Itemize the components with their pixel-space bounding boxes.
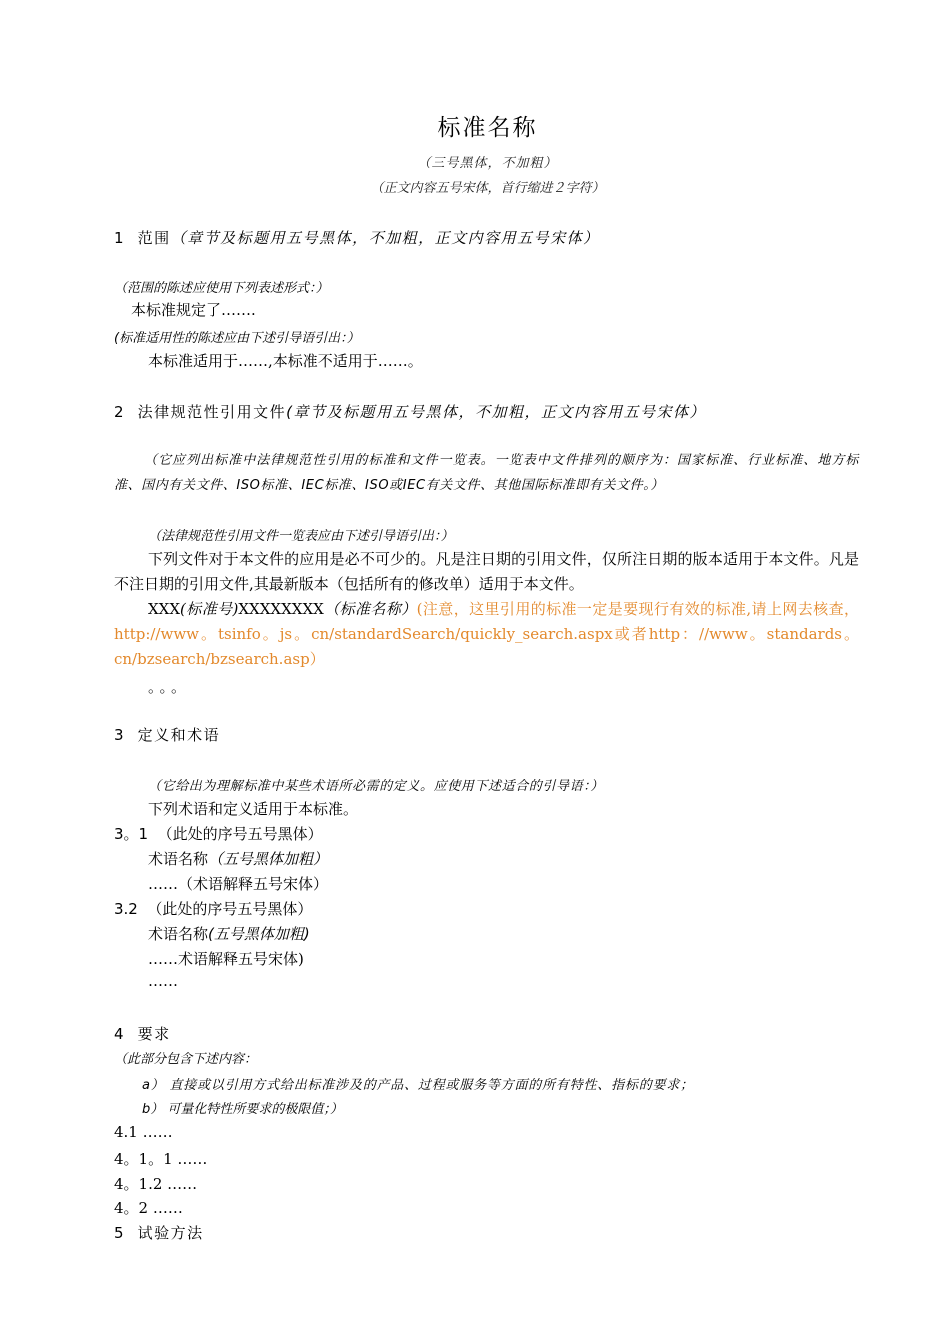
requirements-note: （此部分包含下述内容： xyxy=(114,1052,258,1067)
section-5-heading xyxy=(114,1222,204,1243)
term-note: (五号黑体加粗) xyxy=(208,925,310,943)
references-ellipsis: 。。。 xyxy=(148,678,191,696)
clause-4-1: 4.1 …… xyxy=(114,1123,173,1141)
term-label: 术语名称 xyxy=(148,925,209,943)
document-title: 标准名称 xyxy=(437,115,538,141)
reference-name-note: （标准名称） xyxy=(323,600,417,618)
clause-4-1-2: 4。1.2 …… xyxy=(114,1175,198,1193)
scope-note: （范围的陈述应使用下列表述形式：） xyxy=(114,281,329,296)
term-name xyxy=(148,923,310,944)
requirements-item-a: a） 直接或以引用方式给出标准涉及的产品、过程或服务等方面的所有特性、指标的要求； xyxy=(142,1078,694,1093)
section-heading-note: （章节及标题用五号黑体，不加粗，正文内容用五号宋体） xyxy=(170,229,600,247)
reference-entry xyxy=(114,597,859,672)
section-2-heading xyxy=(114,401,706,422)
applicability-text: 本标准适用于……,本标准不适用于……。 xyxy=(148,352,423,370)
subclause-number: 3.2 xyxy=(114,900,138,918)
section-heading-note: (章节及标题用五号黑体，不加粗，正文内容用五号宋体） xyxy=(286,403,706,421)
subclause-note: （此处的序号五号黑体） xyxy=(157,825,323,843)
references-note: （它应列出标准中法律规范性引用的标准和文件一览表。一览表中文件排列的顺序为：国家标准、行业标准、地方标准、国内有关文件、ISO标准、IEC标准、ISO或IEC有关文件、其他国际标准即有关文件。） xyxy=(114,453,859,493)
applicability-note: (标准适用性的陈述应由下述引导语引出：） xyxy=(114,331,360,346)
subclause-3-2 xyxy=(114,898,312,919)
section-number: 5 xyxy=(114,1224,126,1242)
section-title: 要求 xyxy=(137,1025,171,1043)
reference-code-note: (标准号) xyxy=(180,600,239,618)
subclause-number: 3。1 xyxy=(114,825,149,843)
reference-warning: (注意，这里引用的标准一定是要现行有效的标准,请上网去核查，http://www。tsinfo。js。cn/standardSearch/quickly_search.aspx或者http：//www。standards。cn/bzsearch/bzsearch.asp） xyxy=(114,600,859,668)
reference-code: XXX xyxy=(148,600,181,618)
subclause-3-1 xyxy=(114,823,323,844)
section-number: 3 xyxy=(114,726,126,744)
section-4-heading xyxy=(114,1023,171,1044)
subclause-note: （此处的序号五号黑体） xyxy=(147,900,313,918)
section-1-heading xyxy=(114,227,600,248)
clause-4-2: 4。2 …… xyxy=(114,1199,183,1217)
references-intro-note: （法律规范性引用文件一览表应由下述引导语引出：） xyxy=(148,529,454,544)
more-terms-ellipsis: …… xyxy=(148,972,178,990)
scope-text: 本标准规定了……. xyxy=(131,301,256,319)
section-number: 4 xyxy=(114,1025,126,1043)
reference-number: XXXXXXXX xyxy=(238,600,324,618)
requirements-item-b: b） 可量化特性所要求的极限值；） xyxy=(142,1102,343,1117)
term-definition: ……（术语解释五号宋体） xyxy=(148,875,329,893)
term-definition: ……术语解释五号宋体) xyxy=(148,950,304,968)
term-name xyxy=(148,848,328,869)
clause-4-1-1: 4。1。1 …… xyxy=(114,1150,208,1168)
term-note: （五号黑体加粗） xyxy=(208,850,329,868)
definitions-text: 下列术语和定义适用于本标准。 xyxy=(148,800,359,818)
section-title: 范围 xyxy=(137,229,171,247)
section-title: 试验方法 xyxy=(137,1224,204,1242)
definitions-note: （它给出为理解标准中某些术语所必需的定义。应使用下述适合的引导语：） xyxy=(148,779,604,794)
section-number: 1 xyxy=(114,229,126,247)
title-format-note: （三号黑体，不加粗） xyxy=(417,156,558,171)
references-text: 下列文件对于本文件的应用是必不可少的。凡是注日期的引用文件，仅所注日期的版本适用于本文件。凡是不注日期的引用文件,其最新版本（包括所有的修改单）适用于本文件。 xyxy=(114,550,859,593)
section-title: 定义和术语 xyxy=(137,726,221,744)
section-number: 2 xyxy=(114,403,126,421)
section-title: 法律规范性引用文件 xyxy=(137,403,287,421)
body-format-note: （正文内容五号宋体，首行缩进２字符） xyxy=(370,181,605,196)
term-label: 术语名称 xyxy=(148,850,209,868)
section-3-heading xyxy=(114,724,220,745)
